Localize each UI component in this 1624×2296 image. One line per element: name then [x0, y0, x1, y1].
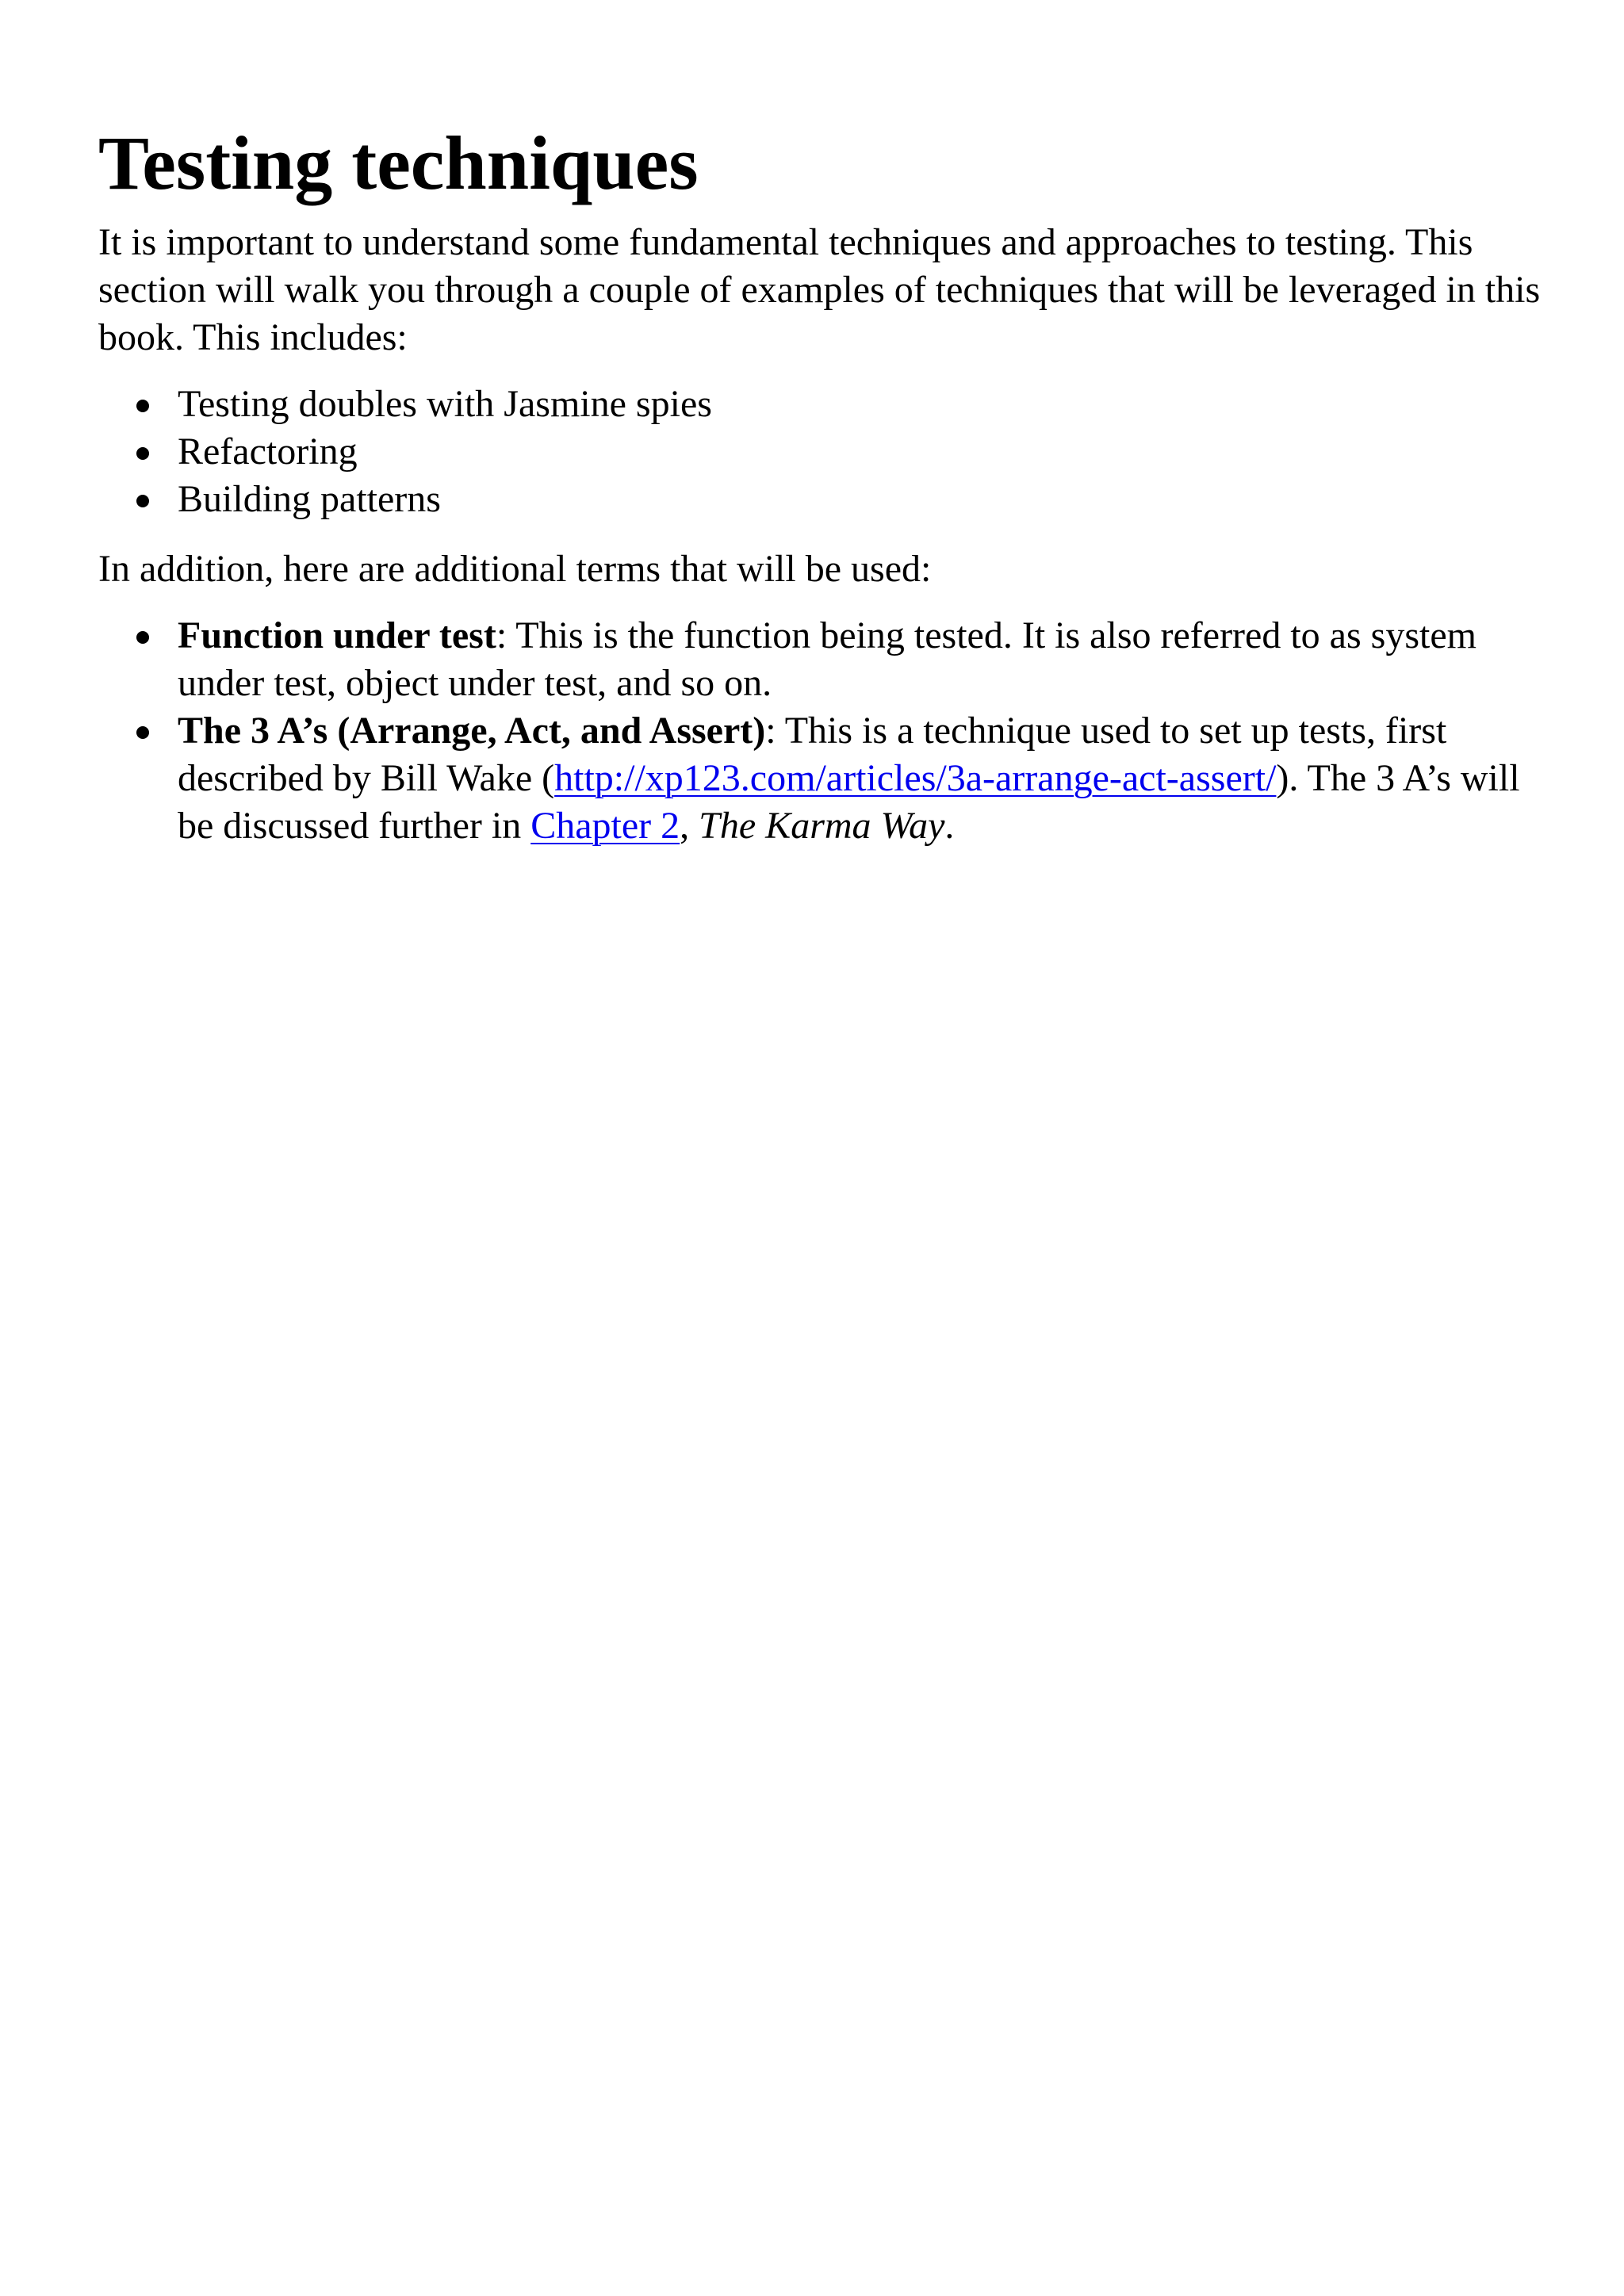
list-item: [178, 476, 1542, 523]
chapter-comma: ,: [680, 805, 699, 847]
chapter-2-link[interactable]: Chapter 2: [530, 805, 680, 847]
list-item: [178, 428, 1542, 476]
bullet-icon: [136, 631, 149, 644]
additional-terms-intro: In addition, here are additional terms that will be used:: [98, 548, 932, 590]
page-title: Testing techniques: [98, 121, 699, 205]
term-separator: :: [496, 614, 516, 656]
bullet-icon: [136, 447, 149, 460]
document-page: [98, 119, 1542, 872]
term-label: The 3 A’s (Arrange, Act, and Assert): [178, 710, 766, 752]
bullet-icon: [136, 400, 149, 412]
list-item-text: Building patterns: [178, 478, 441, 520]
term-description-end: .: [944, 805, 955, 847]
list-item: [178, 381, 1542, 428]
techniques-list: [98, 381, 1542, 523]
term-description-start: This is a technique used to set up tests, first described by Bill Wake (: [178, 710, 1447, 799]
bullet-icon: [136, 726, 149, 739]
list-item-text: Testing doubles with Jasmine spies: [178, 383, 712, 425]
term-separator: :: [765, 710, 785, 752]
intro-paragraph: It is important to understand some fundamental techniques and approaches to testing. This section will walk you through a couple of examples of techniques that will be leveraged in this book. This includes:: [98, 221, 1541, 358]
term-item-function-under-test: [178, 612, 1542, 707]
terms-list: [98, 612, 1542, 850]
bill-wake-article-link[interactable]: http://xp123.com/articles/3a-arrange-act-assert/: [554, 757, 1277, 799]
chapter-title: The Karma Way: [699, 805, 945, 847]
term-label: Function under test: [178, 614, 496, 656]
term-description: This is the function being tested. It is also referred to as system under test, object under test, and so on.: [178, 614, 1477, 704]
list-item-text: Refactoring: [178, 430, 358, 473]
term-description-middle: ). The 3 A’s will be discussed further in: [178, 757, 1520, 847]
bullet-icon: [136, 495, 149, 507]
term-item-three-as: [178, 707, 1542, 850]
